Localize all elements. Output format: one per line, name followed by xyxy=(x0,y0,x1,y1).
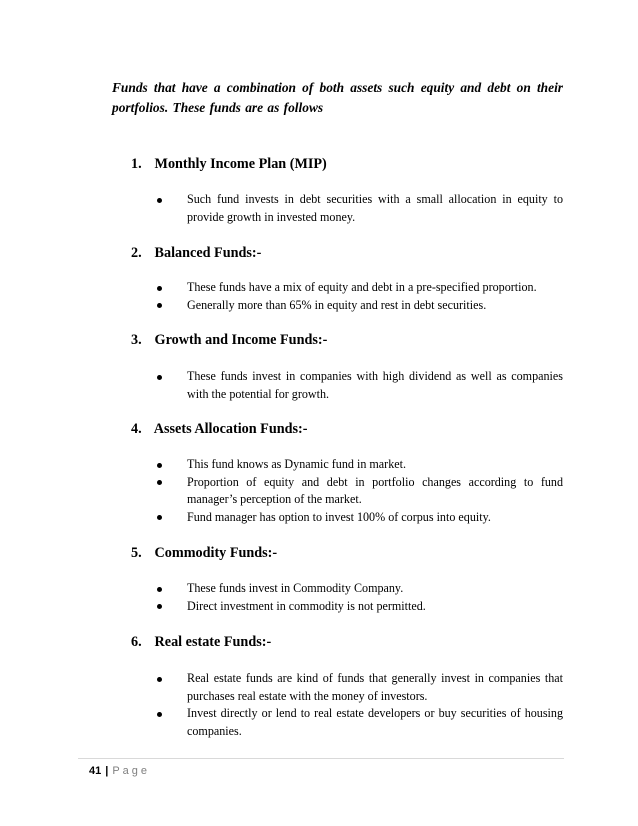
bullet-text: These funds invest in companies with high dividend as well as companies with the potential for growth. xyxy=(187,369,563,401)
bullet-text: Invest directly or lend to real estate developers or buy securities of housing companies. xyxy=(187,706,563,738)
bullet-text: These funds have a mix of equity and debt in a pre-specified proportion. xyxy=(187,280,537,294)
section-number: 6. xyxy=(131,634,142,650)
section-assets-allocation-funds xyxy=(131,420,563,524)
bullet-list xyxy=(157,580,563,615)
intro-paragraph: Funds that have a combination of both assets such equity and debt on their portfolios. These funds are as follows xyxy=(112,80,563,115)
section-title: Growth and Income Funds:- xyxy=(154,332,328,348)
bullet-list xyxy=(157,191,563,226)
section-real-estate-funds xyxy=(131,633,563,738)
page-number: 41 xyxy=(89,765,102,777)
bullet-list xyxy=(157,456,563,526)
list-item xyxy=(157,456,563,474)
bullet-icon xyxy=(157,463,162,468)
bullet-text: Fund manager has option to invest 100% of corpus into equity. xyxy=(187,509,491,524)
section-title: Real estate Funds:- xyxy=(154,634,272,650)
section-number: 5. xyxy=(131,545,142,561)
bullet-text: Real estate funds are kind of funds that generally invest in companies that purchases real estate with the money of investors. xyxy=(187,671,563,703)
section-heading xyxy=(131,244,563,262)
section-heading xyxy=(131,331,563,349)
bullet-text: This fund knows as Dynamic fund in market. xyxy=(187,457,406,471)
bullet-icon xyxy=(157,604,162,609)
bullet-icon xyxy=(157,198,162,203)
section-title: Balanced Funds:- xyxy=(154,245,262,261)
list-item xyxy=(157,191,563,226)
section-monthly-income-plan xyxy=(131,155,563,224)
page-footer xyxy=(89,765,150,777)
bullet-icon xyxy=(157,480,162,485)
section-heading xyxy=(131,544,563,562)
bullet-icon xyxy=(157,303,162,308)
list-item xyxy=(157,705,563,740)
list-item xyxy=(157,368,563,403)
footer-separator: | xyxy=(105,765,109,777)
bullet-icon xyxy=(157,515,162,520)
bullet-icon xyxy=(157,712,162,717)
bullet-list xyxy=(157,670,563,740)
list-item xyxy=(157,670,563,705)
section-title: Assets Allocation Funds:- xyxy=(153,421,308,437)
list-item xyxy=(157,297,563,315)
section-number: 4. xyxy=(131,421,142,437)
section-growth-and-income-funds xyxy=(131,331,563,401)
bullet-icon xyxy=(157,286,162,291)
bullet-text: Such fund invests in debt securities with a small allocation in equity to provide growth in invested money. xyxy=(187,192,563,224)
list-item xyxy=(157,279,563,297)
list-item xyxy=(157,474,563,509)
section-number: 1. xyxy=(131,156,142,172)
bullet-list xyxy=(157,279,563,314)
list-item xyxy=(157,598,563,616)
list-item xyxy=(157,580,563,598)
section-heading xyxy=(131,420,563,438)
section-number: 2. xyxy=(131,245,142,261)
bullet-text: Proportion of equity and debt in portfolio changes according to fund manager’s perception of the market. xyxy=(187,474,563,506)
page-label: Page xyxy=(112,765,151,777)
bullet-list xyxy=(157,368,563,403)
footer-divider xyxy=(78,758,564,759)
bullet-icon xyxy=(157,375,162,380)
bullet-icon xyxy=(157,587,162,592)
list-item xyxy=(157,509,563,527)
bullet-icon xyxy=(157,677,162,682)
bullet-text: Direct investment in commodity is not permitted. xyxy=(187,598,426,613)
bullet-text: These funds invest in Commodity Company. xyxy=(187,581,404,595)
section-title: Monthly Income Plan (MIP) xyxy=(154,156,327,172)
section-number: 3. xyxy=(131,332,142,348)
section-commodity-funds xyxy=(131,544,563,613)
section-heading xyxy=(131,155,563,173)
section-title: Commodity Funds:- xyxy=(154,545,278,561)
section-balanced-funds xyxy=(131,244,563,312)
bullet-text: Generally more than 65% in equity and rest in debt securities. xyxy=(187,297,487,312)
section-heading xyxy=(131,633,563,651)
